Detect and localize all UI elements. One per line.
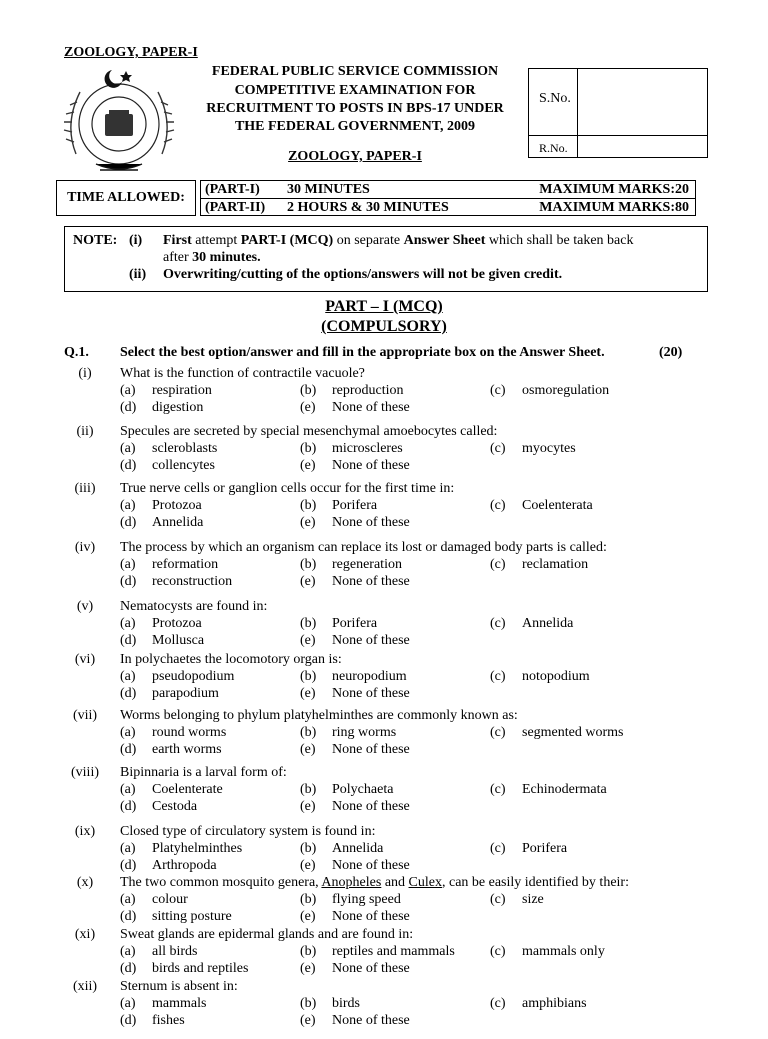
option-letter: (e): [300, 686, 316, 701]
option-text: None of these: [332, 400, 410, 415]
option-text: Cestoda: [152, 799, 198, 814]
option-d: [120, 1013, 185, 1029]
mcq-item: [60, 927, 720, 987]
option-letter: (c): [490, 669, 506, 684]
time-allowed-section: [56, 180, 696, 216]
option-d: [120, 799, 197, 815]
option-letter: (c): [490, 996, 506, 1011]
question-instruction: Select the best option/answer and fill in the appropriate box on the Answer Sheet.: [120, 345, 605, 360]
option-d: [120, 574, 232, 590]
option-letter: (c): [490, 441, 506, 456]
option-text: None of these: [332, 686, 410, 701]
option-b: [300, 669, 407, 685]
option-letter: (d): [120, 799, 137, 814]
option-letter: (e): [300, 1013, 316, 1028]
option-letter: (e): [300, 458, 316, 473]
option-a: [120, 669, 234, 685]
option-letter: (d): [120, 686, 137, 701]
option-b: [300, 616, 377, 632]
option-c: [490, 616, 573, 632]
option-letter: (e): [300, 742, 316, 757]
option-letter: (a): [120, 498, 136, 513]
time-row-part-1: [205, 181, 691, 198]
option-text: Annelida: [522, 616, 574, 631]
option-e: [300, 633, 410, 649]
part-label: (PART-I): [205, 182, 260, 197]
option-c: [490, 782, 607, 798]
option-letter: (b): [300, 616, 317, 631]
heading-line-1: FEDERAL PUBLIC SERVICE COMMISSION: [211, 64, 499, 79]
item-number: (iii): [74, 481, 96, 496]
option-text: colour: [152, 892, 188, 907]
serial-number-box: [528, 68, 708, 158]
option-letter: (a): [120, 892, 136, 907]
option-e: [300, 574, 410, 590]
option-text: all birds: [152, 944, 198, 959]
option-letter: (e): [300, 515, 316, 530]
option-text: segmented worms: [522, 725, 624, 740]
option-letter: (d): [120, 574, 137, 589]
option-text: fishes: [152, 1013, 185, 1028]
question-number: Q.1.: [64, 345, 89, 360]
option-a: [120, 996, 206, 1012]
option-d: [120, 686, 219, 702]
option-c: [490, 498, 593, 514]
option-letter: (d): [120, 742, 137, 757]
option-text: Echinodermata: [522, 782, 607, 797]
option-letter: (a): [120, 944, 136, 959]
option-letter: (e): [300, 858, 316, 873]
option-letter: (a): [120, 441, 136, 456]
sno-label: S.No.: [539, 91, 571, 106]
option-letter: (c): [490, 616, 506, 631]
mcq-item: [60, 708, 720, 768]
option-letter: (b): [300, 669, 317, 684]
option-letter: (b): [300, 557, 317, 572]
option-text: mammals: [152, 996, 207, 1011]
mcq-item: [60, 599, 720, 659]
option-text: earth worms: [152, 742, 222, 757]
option-d: [120, 400, 203, 416]
option-e: [300, 858, 410, 874]
heading-line-2: COMPETITIVE EXAMINATION FOR: [234, 83, 476, 98]
option-letter: (d): [120, 858, 137, 873]
item-question: Bipinnaria is a larval form of:: [120, 765, 287, 780]
option-c: [490, 557, 588, 573]
option-text: birds: [332, 996, 360, 1011]
option-letter: (c): [490, 892, 506, 907]
option-text: amphibians: [522, 996, 587, 1011]
option-c: [490, 441, 576, 457]
option-text: None of these: [332, 961, 410, 976]
item-number: (i): [78, 366, 92, 381]
option-letter: (a): [120, 557, 136, 572]
option-letter: (b): [300, 725, 317, 740]
option-text: None of these: [332, 858, 410, 873]
option-c: [490, 725, 623, 741]
duration: 2 HOURS & 30 MINUTES: [287, 200, 449, 215]
mcq-item: [60, 765, 720, 825]
time-table: [200, 180, 696, 216]
option-e: [300, 686, 410, 702]
part-label: (PART-II): [205, 200, 266, 215]
option-b: [300, 383, 404, 399]
option-text: sitting posture: [152, 909, 232, 924]
option-text: reconstruction: [152, 574, 233, 589]
option-letter: (b): [300, 944, 317, 959]
option-letter: (c): [490, 383, 506, 398]
option-text: None of these: [332, 909, 410, 924]
item-number: (x): [76, 875, 94, 890]
option-a: [120, 944, 198, 960]
question-marks: (20): [659, 345, 683, 360]
option-e: [300, 1013, 410, 1029]
option-letter: (e): [300, 633, 316, 648]
option-d: [120, 858, 217, 874]
option-letter: (d): [120, 961, 137, 976]
option-text: parapodium: [152, 686, 219, 701]
part-title: PART – I (MCQ): [325, 298, 443, 315]
option-e: [300, 400, 410, 416]
option-text: None of these: [332, 742, 410, 757]
option-text: pseudopodium: [152, 669, 235, 684]
option-text: birds and reptiles: [152, 961, 249, 976]
paper-title-top: ZOOLOGY, PAPER-I: [64, 45, 198, 60]
option-d: [120, 909, 232, 925]
option-a: [120, 841, 242, 857]
option-c: [490, 892, 544, 908]
option-text: size: [522, 892, 544, 907]
item-question: The two common mosquito genera, Anopheles and Culex, can be easily identified by their:: [120, 875, 629, 890]
item-question: Sweat glands are epidermal glands and are found in:: [120, 927, 414, 942]
option-text: Annelida: [152, 515, 204, 530]
option-b: [300, 782, 393, 798]
option-text: digestion: [152, 400, 204, 415]
item-number: (ii): [76, 424, 94, 439]
heading-line-4: THE FEDERAL GOVERNMENT, 2009: [234, 119, 476, 134]
option-letter: (c): [490, 944, 506, 959]
option-d: [120, 515, 203, 531]
option-letter: (d): [120, 515, 137, 530]
option-letter: (a): [120, 841, 136, 856]
option-d: [120, 961, 248, 977]
option-letter: (b): [300, 498, 317, 513]
option-text: Porifera: [332, 498, 378, 513]
option-letter: (a): [120, 383, 136, 398]
option-text: osmoregulation: [522, 383, 610, 398]
note-i-number: (i): [129, 233, 143, 248]
option-text: Porifera: [522, 841, 568, 856]
duration: 30 MINUTES: [287, 182, 370, 197]
mcq-item: [60, 366, 720, 426]
mcq-item: [60, 424, 720, 484]
option-letter: (e): [300, 574, 316, 589]
option-text: microscleres: [332, 441, 403, 456]
option-b: [300, 996, 360, 1012]
item-number: (v): [76, 599, 94, 614]
option-e: [300, 909, 410, 925]
item-question: In polychaetes the locomotory organ is:: [120, 652, 342, 667]
mcq-item: [60, 875, 720, 935]
max-marks: MAXIMUM MARKS:20: [539, 182, 689, 197]
option-a: [120, 892, 188, 908]
option-b: [300, 892, 401, 908]
option-letter: (c): [490, 725, 506, 740]
option-text: Coelenterate: [152, 782, 223, 797]
option-a: [120, 441, 217, 457]
option-b: [300, 841, 383, 857]
option-letter: (c): [490, 557, 506, 572]
option-letter: (b): [300, 383, 317, 398]
option-text: Coelenterata: [522, 498, 593, 513]
option-text: reproduction: [332, 383, 404, 398]
mcq-item: [60, 652, 720, 712]
item-number: (vii): [72, 708, 98, 723]
subject-title: ZOOLOGY, PAPER-I: [288, 149, 422, 164]
option-text: notopodium: [522, 669, 590, 684]
item-question: What is the function of contractile vacuole?: [120, 366, 365, 381]
option-b: [300, 498, 377, 514]
option-text: Platyhelminthes: [152, 841, 243, 856]
option-text: None of these: [332, 1013, 410, 1028]
heading-line-3: RECRUITMENT TO POSTS IN BPS-17 UNDER: [206, 101, 504, 116]
item-question: True nerve cells or ganglion cells occur for the first time in:: [120, 481, 455, 496]
option-b: [300, 441, 403, 457]
option-e: [300, 799, 410, 815]
option-text: ring worms: [332, 725, 397, 740]
option-letter: (c): [490, 782, 506, 797]
option-text: neuropodium: [332, 669, 407, 684]
option-a: [120, 557, 218, 573]
time-allowed-label: TIME ALLOWED:: [56, 180, 196, 216]
rno-label: R.No.: [539, 141, 568, 155]
option-text: None of these: [332, 458, 410, 473]
option-text: collencytes: [152, 458, 215, 473]
option-text: flying speed: [332, 892, 401, 907]
option-letter: (b): [300, 996, 317, 1011]
item-number: (vi): [74, 652, 96, 667]
option-text: Arthropoda: [152, 858, 217, 873]
option-text: reclamation: [522, 557, 589, 572]
option-a: [120, 383, 212, 399]
option-text: round worms: [152, 725, 227, 740]
option-c: [490, 669, 590, 685]
item-question: Worms belonging to phylum platyhelminthes are commonly known as:: [120, 708, 518, 723]
option-text: Polychaeta: [332, 782, 394, 797]
option-text: None of these: [332, 515, 410, 530]
option-letter: (a): [120, 996, 136, 1011]
max-marks: MAXIMUM MARKS:80: [539, 200, 689, 215]
option-e: [300, 458, 410, 474]
note-i-text: First attempt PART-I (MCQ) on separate Answer Sheet which shall be taken back: [163, 233, 634, 248]
option-c: [490, 841, 567, 857]
option-letter: (a): [120, 669, 136, 684]
option-a: [120, 616, 202, 632]
note-label: NOTE:: [73, 233, 118, 248]
item-question: The process by which an organism can replace its lost or damaged body parts is called:: [120, 540, 607, 555]
option-e: [300, 961, 410, 977]
item-number: (ix): [74, 824, 96, 839]
option-d: [120, 458, 215, 474]
option-a: [120, 782, 223, 798]
item-number: (iv): [74, 540, 96, 555]
option-text: reptiles and mammals: [332, 944, 455, 959]
option-letter: (a): [120, 616, 136, 631]
option-d: [120, 742, 222, 758]
option-text: Porifera: [332, 616, 378, 631]
option-letter: (e): [300, 961, 316, 976]
mcq-item: [60, 481, 720, 541]
option-text: None of these: [332, 799, 410, 814]
option-a: [120, 725, 226, 741]
option-letter: (d): [120, 458, 137, 473]
time-row-part-2: [205, 199, 691, 216]
option-letter: (e): [300, 400, 316, 415]
option-text: respiration: [152, 383, 212, 398]
option-letter: (b): [300, 441, 317, 456]
option-letter: (e): [300, 799, 316, 814]
option-text: Annelida: [332, 841, 384, 856]
option-letter: (e): [300, 909, 316, 924]
option-e: [300, 515, 410, 531]
part-subtitle: (COMPULSORY): [321, 318, 447, 335]
option-text: reformation: [152, 557, 219, 572]
item-question: Sternum is absent in:: [120, 979, 238, 994]
option-c: [490, 944, 605, 960]
item-number: (viii): [71, 765, 99, 780]
option-text: Protozoa: [152, 616, 202, 631]
option-text: mammals only: [522, 944, 605, 959]
option-text: Mollusca: [152, 633, 205, 648]
note-ii-number: (ii): [129, 267, 147, 282]
option-letter: (c): [490, 841, 506, 856]
note-ii-text: Overwriting/cutting of the options/answers will not be given credit.: [163, 267, 563, 282]
option-text: None of these: [332, 633, 410, 648]
option-a: [120, 498, 202, 514]
option-letter: (b): [300, 892, 317, 907]
option-b: [300, 557, 402, 573]
option-text: scleroblasts: [152, 441, 218, 456]
item-number: (xi): [74, 927, 96, 942]
option-text: regeneration: [332, 557, 402, 572]
option-c: [490, 383, 609, 399]
option-text: Protozoa: [152, 498, 202, 513]
mcq-item: [60, 979, 720, 1039]
option-letter: (d): [120, 400, 137, 415]
option-letter: (a): [120, 725, 136, 740]
option-text: myocytes: [522, 441, 576, 456]
option-d: [120, 633, 204, 649]
item-question: Specules are secreted by special mesenchymal amoebocytes called:: [120, 424, 498, 439]
item-question: Nematocysts are found in:: [120, 599, 268, 614]
option-text: None of these: [332, 574, 410, 589]
mcq-item: [60, 540, 720, 600]
option-b: [300, 944, 455, 960]
option-letter: (d): [120, 633, 137, 648]
option-letter: (d): [120, 1013, 137, 1028]
note-box: [64, 226, 708, 292]
option-letter: (d): [120, 909, 137, 924]
option-b: [300, 725, 396, 741]
item-number: (xii): [72, 979, 98, 994]
option-letter: (b): [300, 841, 317, 856]
item-question: Closed type of circulatory system is found in:: [120, 824, 376, 839]
option-e: [300, 742, 410, 758]
option-c: [490, 996, 587, 1012]
option-letter: (c): [490, 498, 506, 513]
option-letter: (b): [300, 782, 317, 797]
fpsc-seal-logo: [60, 62, 178, 182]
option-letter: (a): [120, 782, 136, 797]
note-i-text-cont: after 30 minutes.: [163, 250, 261, 265]
